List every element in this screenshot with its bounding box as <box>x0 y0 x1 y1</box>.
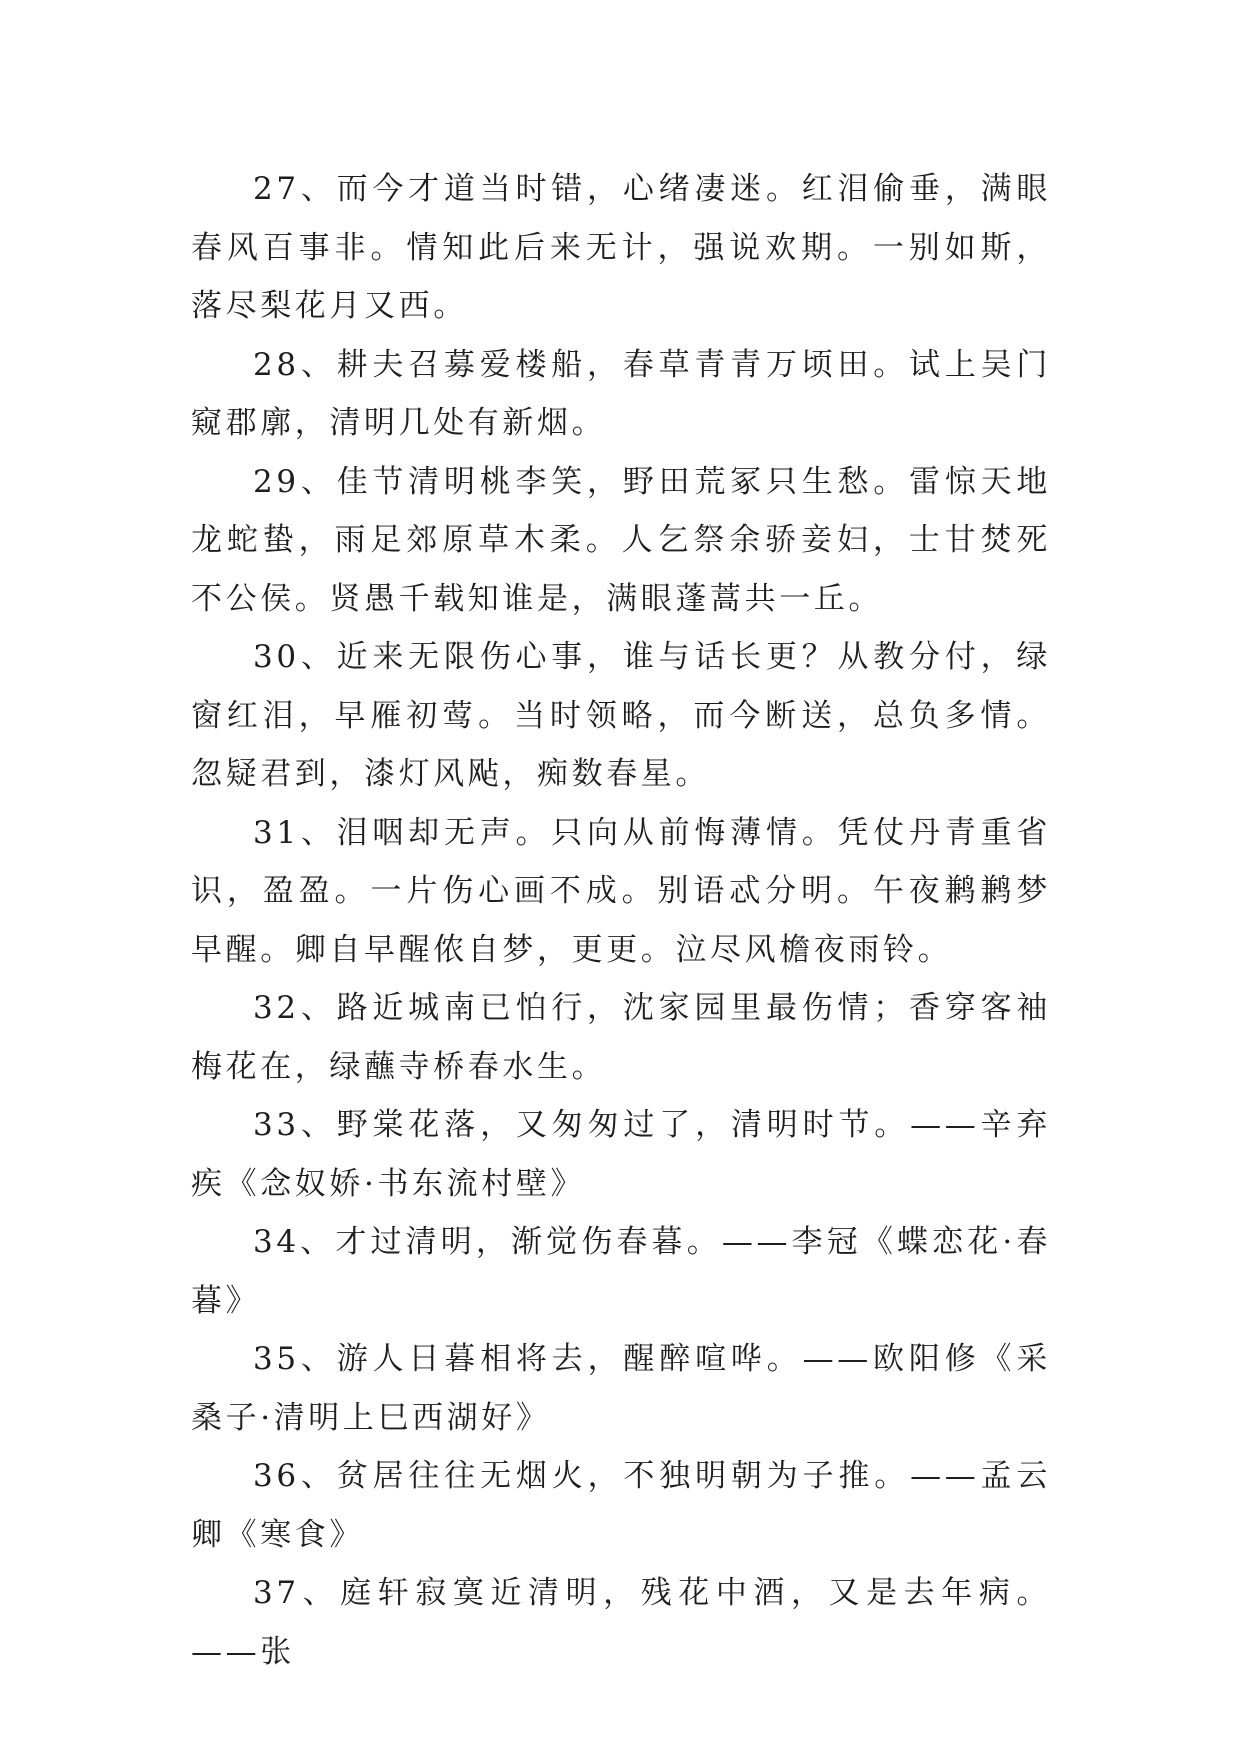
paragraph-33: 33、野棠花落，又匆匆过了，清明时节。——辛弃疾《念奴娇·书东流村壁》 <box>191 1107 1051 1202</box>
paragraph-28: 28、耕夫召募爱楼船，春草青青万顷田。试上吴门窥郡廓，清明几处有新烟。 <box>191 346 1051 441</box>
paragraph-29: 29、佳节清明桃李笑，野田荒冢只生愁。雷惊天地龙蛇蛰，雨足郊原草木柔。人乞祭余骄妾妇，士甘焚死不公侯。贤愚千载知谁是，满眼蓬蒿共一丘。 <box>191 463 1051 617</box>
paragraph-35: 35、游人日暮相将去，醒醉喧哗。——欧阳修《采桑子·清明上巳西湖好》 <box>191 1341 1051 1436</box>
paragraph-36: 36、贫居往往无烟火，不独明朝为子推。——孟云卿《寒食》 <box>191 1458 1051 1553</box>
paragraph-32: 32、路近城南已怕行，沈家园里最伤情；香穿客袖梅花在，绿蘸寺桥春水生。 <box>191 990 1051 1085</box>
paragraph-37: 37、庭轩寂寞近清明，残花中酒，又是去年病。——张 <box>191 1575 1051 1670</box>
paragraph-27: 27、而今才道当时错，心绪凄迷。红泪偷垂，满眼春风百事非。情知此后来无计，强说欢期。一别如斯，落尽梨花月又西。 <box>191 171 1051 324</box>
paragraph-34: 34、才过清明，渐觉伤春暮。——李冠《蝶恋花·春暮》 <box>191 1224 1051 1319</box>
paragraph-30: 30、近来无限伤心事，谁与话长更？从教分付，绿窗红泪，早雁初莺。当时领略，而今断送，总负多情。忽疑君到，漆灯风飐，痴数春星。 <box>191 639 1051 792</box>
paragraph-31: 31、泪咽却无声。只向从前悔薄情。凭仗丹青重省识，盈盈。一片伤心画不成。别语忒分明。午夜鹣鹣梦早醒。卿自早醒侬自梦，更更。泣尽风檐夜雨铃。 <box>191 814 1051 968</box>
document-body <box>191 160 1051 1681</box>
